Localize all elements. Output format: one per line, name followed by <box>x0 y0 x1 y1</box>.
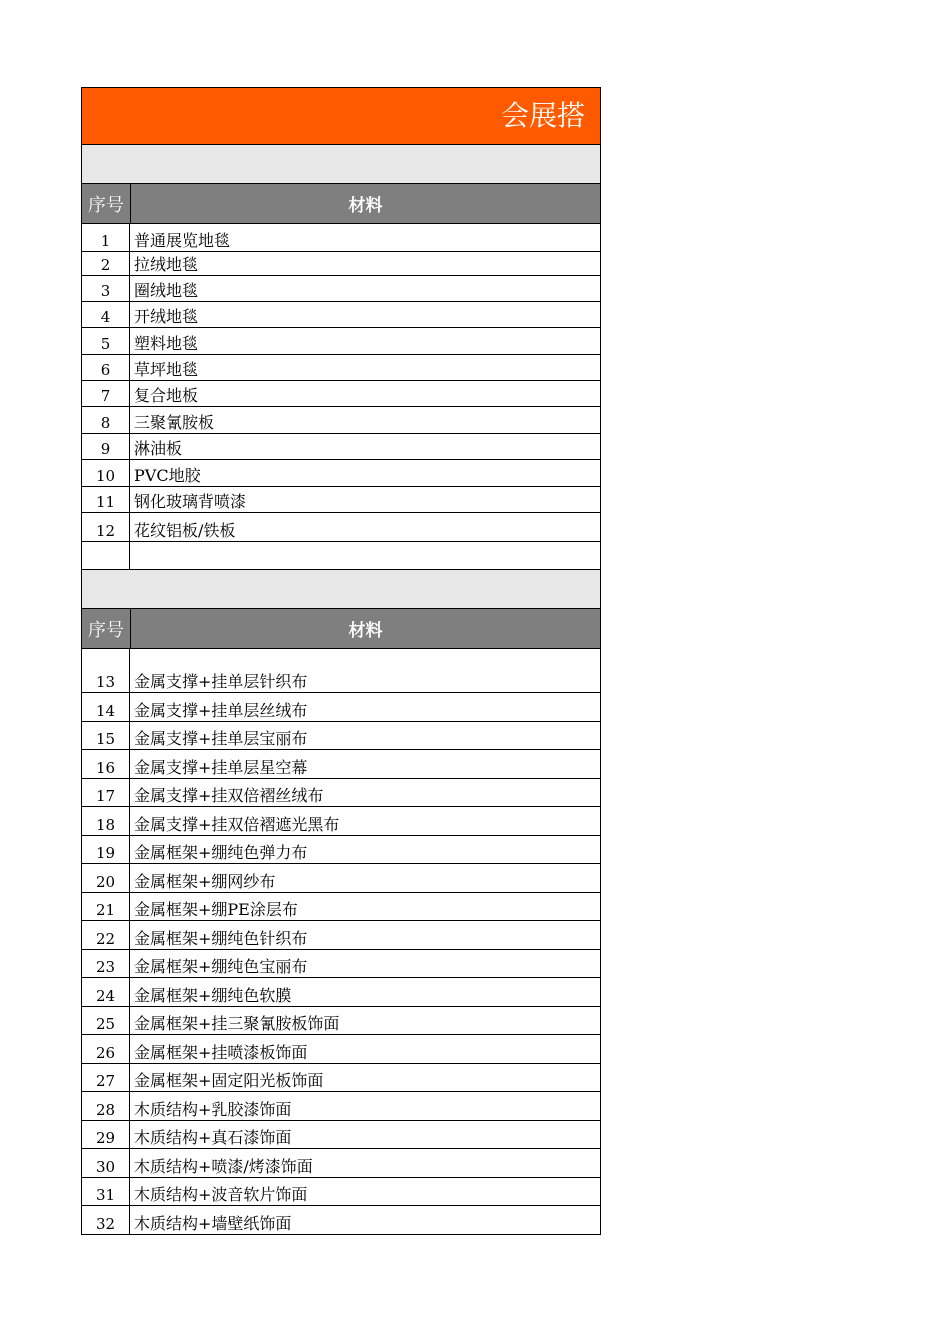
table-row <box>82 513 600 542</box>
material-cell[interactable]: 拉绒地毯 <box>134 255 199 274</box>
table-row <box>82 407 600 434</box>
row-number-cell[interactable]: 1 <box>82 224 130 251</box>
table-row <box>82 950 600 978</box>
row-number-cell[interactable]: 28 <box>82 1092 130 1120</box>
table-row <box>82 460 600 487</box>
material-cell[interactable]: 淋油板 <box>134 439 183 458</box>
row-number-cell[interactable]: 9 <box>82 434 130 459</box>
row-number-cell[interactable]: 15 <box>82 722 130 749</box>
row-number-cell[interactable] <box>82 542 130 569</box>
material-cell[interactable]: 金属框架+绷纯色针织布 <box>134 929 308 948</box>
table-row <box>82 1206 600 1235</box>
row-number-cell[interactable]: 12 <box>82 513 130 541</box>
spreadsheet <box>81 87 601 1235</box>
material-cell[interactable]: 金属支撑+挂单层星空幕 <box>134 758 308 777</box>
material-cell[interactable]: 开绒地毯 <box>134 307 199 326</box>
table-body-2 <box>82 649 600 1235</box>
material-cell[interactable]: 金属框架+绷PE涂层布 <box>134 900 298 919</box>
table-header-1 <box>82 184 600 224</box>
row-number-cell[interactable]: 5 <box>82 328 130 354</box>
material-cell[interactable]: 金属支撑+挂单层针织布 <box>134 672 308 691</box>
row-number-cell[interactable]: 10 <box>82 460 130 486</box>
table-row <box>82 836 600 864</box>
material-cell[interactable]: PVC地胶 <box>134 466 201 485</box>
sheet-title: 会展搭 <box>501 99 586 132</box>
row-number-cell[interactable]: 3 <box>82 276 130 301</box>
row-number-cell[interactable]: 29 <box>82 1121 130 1148</box>
row-number-cell[interactable]: 13 <box>82 649 130 692</box>
table-row <box>82 722 600 750</box>
material-cell[interactable]: 塑料地毯 <box>134 334 199 353</box>
material-cell[interactable]: 三聚氰胺板 <box>134 413 215 432</box>
row-number-cell[interactable]: 6 <box>82 355 130 380</box>
table-row <box>82 807 600 836</box>
title-bar <box>82 87 600 145</box>
table-row <box>82 1064 600 1092</box>
material-cell[interactable]: 草坪地毯 <box>134 360 199 379</box>
row-number-cell[interactable]: 11 <box>82 487 130 512</box>
material-cell[interactable]: 金属支撑+挂双倍褶丝绒布 <box>134 786 324 805</box>
table-row <box>82 693 600 722</box>
material-cell[interactable]: 金属支撑+挂单层丝绒布 <box>134 701 308 720</box>
row-number-cell[interactable]: 30 <box>82 1149 130 1177</box>
material-cell[interactable]: 木质结构+乳胶漆饰面 <box>134 1100 292 1119</box>
table-row <box>82 921 600 950</box>
table-row <box>82 1121 600 1149</box>
row-number-cell[interactable]: 26 <box>82 1035 130 1063</box>
row-number-cell[interactable]: 25 <box>82 1007 130 1034</box>
material-cell[interactable] <box>130 542 600 569</box>
row-number-cell[interactable]: 7 <box>82 381 130 406</box>
table-row <box>82 302 600 328</box>
section-bar-1 <box>82 145 600 184</box>
material-cell[interactable]: 复合地板 <box>134 386 199 405</box>
table-row <box>82 750 600 779</box>
table-row <box>82 434 600 460</box>
table-row <box>82 224 600 252</box>
material-cell[interactable]: 金属框架+固定阳光板饰面 <box>134 1071 324 1090</box>
material-cell[interactable]: 金属框架+挂三聚氰胺板饰面 <box>134 1014 340 1033</box>
row-number-cell[interactable]: 8 <box>82 407 130 433</box>
row-number-cell[interactable]: 31 <box>82 1178 130 1205</box>
table-row <box>82 381 600 407</box>
header-material-cell: 材料 <box>348 196 383 216</box>
material-cell[interactable]: 圈绒地毯 <box>134 281 199 300</box>
table-row <box>82 355 600 381</box>
row-number-cell[interactable]: 16 <box>82 750 130 778</box>
table-row <box>82 1007 600 1035</box>
row-number-cell[interactable]: 23 <box>82 950 130 977</box>
table-row <box>82 649 600 693</box>
material-cell[interactable]: 钢化玻璃背喷漆 <box>134 492 247 511</box>
material-cell[interactable]: 金属框架+挂喷漆板饰面 <box>134 1043 308 1062</box>
header-num-cell: 序号 <box>82 609 131 648</box>
row-number-cell[interactable]: 24 <box>82 978 130 1006</box>
header-num-cell: 序号 <box>82 184 131 223</box>
table-row <box>82 487 600 513</box>
material-cell[interactable]: 花纹铝板/铁板 <box>134 521 236 540</box>
table-row <box>82 779 600 807</box>
row-number-cell[interactable]: 27 <box>82 1064 130 1091</box>
table-row <box>82 1149 600 1178</box>
table-row <box>82 1035 600 1064</box>
material-cell[interactable]: 普通展览地毯 <box>134 231 231 250</box>
material-cell[interactable]: 木质结构+真石漆饰面 <box>134 1128 292 1147</box>
material-cell[interactable]: 金属支撑+挂双倍褶遮光黑布 <box>134 815 340 834</box>
table-row <box>82 276 600 302</box>
row-number-cell[interactable]: 22 <box>82 921 130 949</box>
header-material-cell: 材料 <box>348 621 383 641</box>
row-number-cell[interactable]: 17 <box>82 779 130 806</box>
row-number-cell[interactable]: 32 <box>82 1206 130 1234</box>
row-number-cell[interactable]: 20 <box>82 864 130 892</box>
material-cell[interactable]: 木质结构+波音软片饰面 <box>134 1185 308 1204</box>
material-cell[interactable]: 金属框架+绷纯色弹力布 <box>134 843 308 862</box>
table-row <box>82 893 600 921</box>
table-row <box>82 1092 600 1121</box>
table-row <box>82 864 600 893</box>
section-bar-2 <box>82 570 600 609</box>
material-cell[interactable]: 金属支撑+挂单层宝丽布 <box>134 729 308 748</box>
row-number-cell[interactable]: 18 <box>82 807 130 835</box>
row-number-cell[interactable]: 2 <box>82 252 130 275</box>
row-number-cell[interactable]: 14 <box>82 693 130 721</box>
material-cell[interactable]: 金属框架+绷纯色宝丽布 <box>134 957 308 976</box>
table-row <box>82 328 600 355</box>
row-number-cell[interactable]: 19 <box>82 836 130 863</box>
table-body-1 <box>82 224 600 570</box>
table-row <box>82 978 600 1007</box>
table-row <box>82 1178 600 1206</box>
table-row <box>82 542 600 570</box>
table-row <box>82 252 600 276</box>
material-cell[interactable]: 木质结构+喷漆/烤漆饰面 <box>134 1157 313 1176</box>
row-number-cell[interactable]: 21 <box>82 893 130 920</box>
row-number-cell[interactable]: 4 <box>82 302 130 327</box>
table-header-2 <box>82 609 600 649</box>
material-cell[interactable]: 金属框架+绷网纱布 <box>134 872 276 891</box>
material-cell[interactable]: 金属框架+绷纯色软膜 <box>134 986 292 1005</box>
material-cell[interactable]: 木质结构+墙壁纸饰面 <box>134 1214 292 1233</box>
